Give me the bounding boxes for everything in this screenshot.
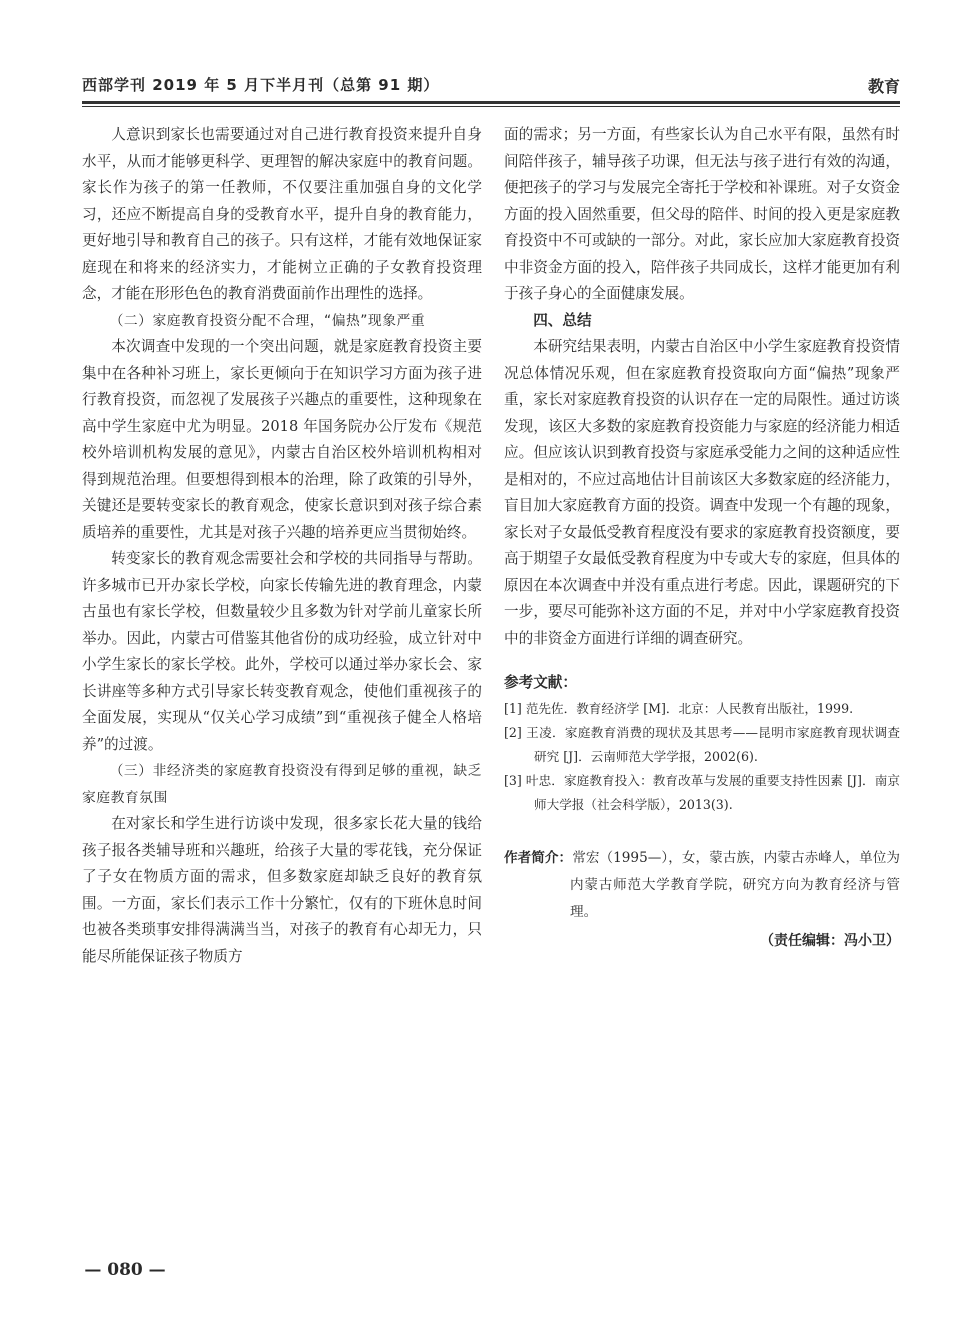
- body-paragraph: 在对家长和学生进行访谈中发现，很多家长花大量的钱给孩子报各类辅导班和兴趣班，给孩子大量的零花钱，充分保证了子女在物质方面的需求，但多数家庭却缺乏良好的教育氛围。一方面，家长们表示工作十分繁忙，仅有的下班休息时间也被各类琐事安排得满满当当，对孩子的教育有心却无力，只能尽所能保证孩子物质方: [82, 815, 482, 965]
- subsection-heading: （三）非经济类的家庭教育投资没有得到足够的重视，缺乏家庭教育氛围: [82, 763, 482, 806]
- body-paragraph: 面的需求；另一方面，有些家长认为自己水平有限，虽然有时间陪伴孩子，辅导孩子功课，但无法与孩子进行有效的沟通，便把孩子的学习与发展完全寄托于学校和补课班。对子女资金方面的投入固然重要，但父母的陪伴、时间的投入更是家庭教育投资中不可或缺的一部分。对此，家长应加大家庭教育投资中非资金方面的投入，陪伴孩子共同成长，这样才能更加有利于孩子身心的全面健康发展。: [504, 126, 900, 302]
- body-paragraph: 转变家长的教育观念需要社会和学校的共同指导与帮助。许多城市已开办家长学校，向家长传输先进的教育理念，内蒙古虽也有家长学校，但数量较少且多数为针对学前儿童家长所举办。因此，内蒙古可借鉴其他省份的成功经验，成立针对中小学生家长的家长学校。此外，学校可以通过举办家长会、家长讲座等多种方式引导家长转变教育观念，使他们重视孩子的全面发展，实现从“仅关心学习成绩”到“重视孩子健全人格培养”的过渡。: [82, 550, 482, 753]
- reference-item: [1] 范先佐．教育经济学 [M]．北京：人民教育出版社，1999.: [504, 700, 854, 716]
- section-heading: 四、总结: [533, 311, 592, 329]
- right-column: [504, 122, 900, 954]
- left-column: [82, 122, 482, 970]
- author-label: 作者简介：: [504, 849, 573, 866]
- header-rule: [82, 101, 900, 104]
- header-rule-thin: [82, 106, 900, 107]
- subsection-heading: （二）家庭教育投资分配不合理，“偏热”现象严重: [109, 312, 426, 329]
- page-header: [82, 74, 900, 100]
- references-title: 参考文献：: [504, 674, 577, 691]
- references-list: [504, 697, 900, 817]
- author-intro: [504, 845, 900, 926]
- author-text: 常宏（1995—），女，蒙古族，内蒙古赤峰人，单位为内蒙古师范大学教育学院，研究方向为教育经济与管理。: [570, 849, 901, 920]
- section-tag: 教育: [867, 77, 900, 96]
- body-paragraph: 本研究结果表明，内蒙古自治区中小学生家庭教育投资情况总体情况乐观，但在家庭教育投资取向方面“偏热”现象严重，家长对家庭教育投资的认识存在一定的局限性。通过访谈发现，该区大多数的家庭教育投资能力与家庭的经济能力相适应。但应该认识到教育投资与家庭承受能力之间的这种适应性是相对的，不应过高地估计目前该区大多数家庭的经济能力，盲目加大家庭教育方面的投资。调查中发现一个有趣的现象，家长对子女最低受教育程度没有要求的家庭教育投资额度，要高于期望子女最低受教育程度为中专或大专的家庭，但具体的原因在本次调查中并没有重点进行考虑。因此，课题研究的下一步，要尽可能弥补这方面的不足，并对中小学家庭教育投资中的非资金方面进行详细的调查研究。: [504, 338, 900, 647]
- page-number: — 080 —: [84, 1260, 166, 1280]
- body-paragraph: 本次调查中发现的一个突出问题，就是家庭教育投资主要集中在各种补习班上，家长更倾向于在知识学习方面为孩子进行教育投资，而忽视了发展孩子兴趣点的重要性，这种现象在高中学生家庭中尤为明显。2018 年国务院办公厅发布《规范校外培训机构发展的意见》，内蒙古自治区校外培训机构相对得到规范治理。但要想得到根本的治理，除了政策的引导外，关键还是要转变家长的教育观念，使家长意识到对孩子综合素质培养的重要性，尤其是对孩子兴趣的培养更应当贯彻始终。: [82, 338, 482, 541]
- right-column-body: [504, 122, 900, 652]
- body-paragraph: 人意识到家长也需要通过对自己进行教育投资来提升自身水平，从而才能够更科学、更理智的解决家庭中的教育问题。家长作为孩子的第一任教师，不仅要注重加强自身的文化学习，还应不断提高自身的受教育水平，提升自身的教育能力，更好地引导和教育自己的孩子。只有这样，才能有效地保证家庭现在和将来的经济实力，才能树立正确的子女教育投资理念，才能在形形色色的教育消费面前作出理性的选择。: [82, 126, 482, 302]
- reference-item: [3] 叶忠．家庭教育投入：教育改革与发展的重要支持性因素 [J]．南京师大学报（社会科学版），2013(3).: [504, 772, 900, 812]
- journal-title: 西部学刊 2019 年 5 月下半月刊（总第 91 期）: [82, 76, 440, 94]
- reference-item: [2] 王凌．家庭教育消费的现状及其思考——昆明市家庭教育现状调查研究 [J]．云南师范大学学报，2002(6).: [504, 724, 900, 764]
- editor-note: （责任编辑：冯小卫）: [760, 932, 900, 949]
